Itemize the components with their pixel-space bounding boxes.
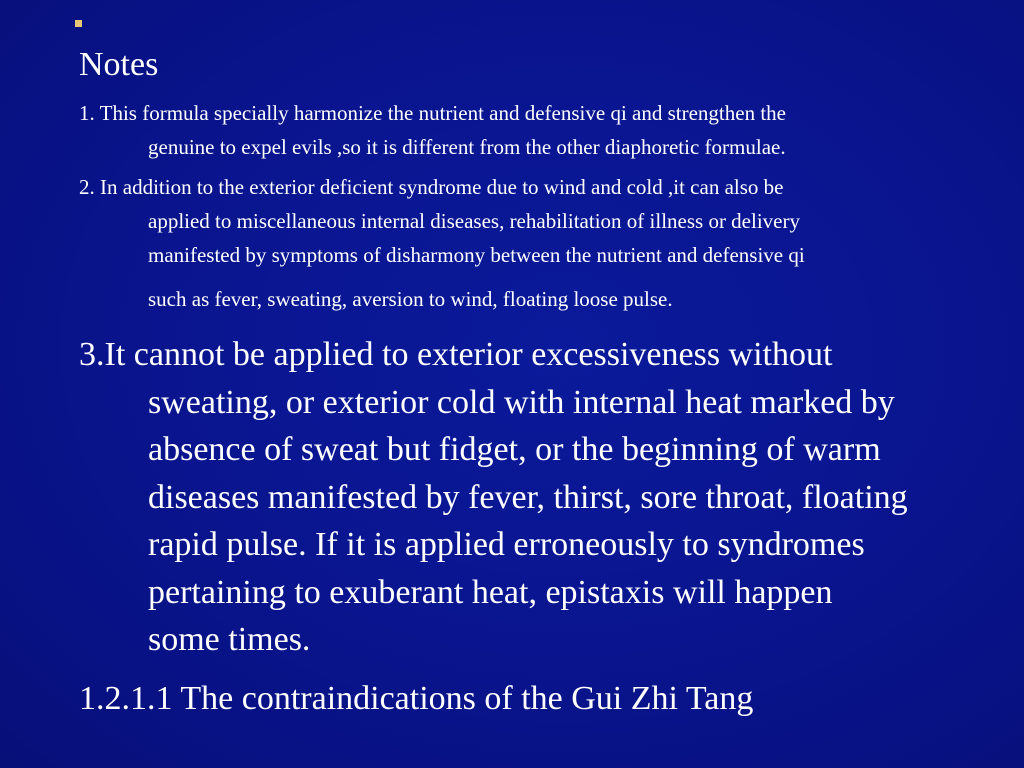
- note-3-line-3: absence of sweat but fidget, or the beginning of warm: [148, 431, 881, 468]
- note-2-line-1: 2. In addition to the exterior deficient syndrome due to wind and cold ,it can also be: [79, 175, 784, 199]
- note-3-line-2: sweating, or exterior cold with internal heat marked by: [148, 383, 895, 421]
- note-1-line-1: 1. This formula specially harmonize the nutrient and defensive qi and strengthen the: [79, 101, 786, 125]
- note-3-line-6: pertaining to exuberant heat, epistaxis will happen: [148, 573, 833, 611]
- note-3-line-7: some times.: [148, 621, 311, 658]
- note-1-line-2: genuine to expel evils ,so it is different from the other diaphoretic formulae.: [148, 135, 786, 159]
- note-2-line-3: manifested by symptoms of disharmony between the nutrient and defensive qi: [148, 243, 805, 267]
- note-paragraph-2: [79, 170, 805, 316]
- note-2-line-2: applied to miscellaneous internal diseases, rehabilitation of illness or delivery: [148, 209, 800, 233]
- square-bullet-icon: [75, 20, 82, 27]
- note-paragraph-3: [79, 331, 908, 664]
- note-2-line-4: such as fever, sweating, aversion to wind, floating loose pulse.: [148, 287, 673, 311]
- note-3-line-4: diseases manifested by fever, thirst, sore throat, floating: [148, 478, 908, 516]
- section-heading: 1.2.1.1 The contraindications of the Gui Zhi Tang: [79, 680, 754, 717]
- note-3-line-5: rapid pulse. If it is applied erroneously to syndromes: [148, 526, 865, 563]
- note-3-line-1: 3.It cannot be applied to exterior excessiveness without: [79, 336, 833, 373]
- note-paragraph-1: [79, 96, 786, 164]
- notes-title: Notes: [79, 46, 159, 83]
